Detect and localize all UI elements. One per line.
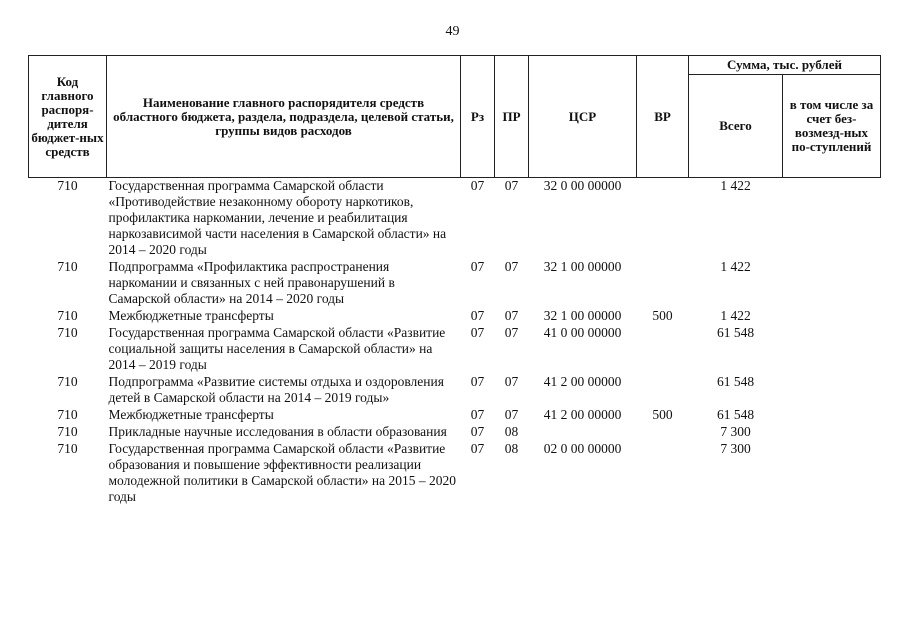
row-name: Межбюджетные трансферты	[108, 308, 274, 323]
row-incl	[783, 374, 881, 407]
table-row	[29, 424, 881, 441]
row-incl	[783, 178, 881, 260]
row-total: 61 548	[716, 325, 755, 340]
header-code: Код главного распоря-дителя бюджет-ных средств	[29, 56, 107, 178]
row-rz: 07	[470, 308, 485, 323]
row-rz: 07	[470, 325, 485, 340]
header-total: Всего	[689, 75, 783, 178]
row-name: Прикладные научные исследования в области образования	[108, 424, 447, 439]
row-csr: 41 2 00 00000	[543, 374, 622, 389]
row-incl	[783, 424, 881, 441]
row-incl	[783, 441, 881, 506]
row-total: 7 300	[720, 441, 751, 456]
row-code: 710	[57, 259, 78, 274]
row-total: 7 300	[720, 424, 751, 439]
row-vr	[637, 325, 689, 374]
row-name: Подпрограмма «Профилактика распространения наркомании и связанных с ней правонарушений в Самарской области» на 2014 – 2020 годы	[108, 259, 395, 306]
table-row	[29, 441, 881, 506]
row-vr	[637, 178, 689, 260]
row-code: 710	[57, 424, 78, 439]
row-vr: 500	[652, 407, 673, 422]
row-rz: 07	[470, 407, 485, 422]
row-pr: 08	[504, 424, 519, 439]
row-csr: 41 2 00 00000	[543, 407, 622, 422]
row-name: Государственная программа Самарской области «Развитие социальной защиты населения в Самарской области» на 2014 – 2019 годы	[108, 325, 446, 372]
row-csr: 41 0 00 00000	[543, 325, 622, 340]
row-vr	[637, 441, 689, 506]
row-code: 710	[57, 308, 78, 323]
row-total: 1 422	[720, 259, 751, 274]
row-vr	[637, 424, 689, 441]
row-total: 1 422	[720, 308, 751, 323]
row-total: 1 422	[720, 178, 751, 193]
table-row	[29, 374, 881, 407]
row-csr: 32 1 00 00000	[543, 259, 622, 274]
header-csr: ЦСР	[529, 56, 637, 178]
header-sum: Сумма, тыс. рублей	[689, 56, 881, 75]
row-pr: 07	[504, 374, 519, 389]
row-rz: 07	[470, 178, 485, 193]
row-code: 710	[57, 407, 78, 422]
table-row	[29, 178, 881, 260]
row-csr: 32 1 00 00000	[543, 308, 622, 323]
table-row	[29, 325, 881, 374]
header-vr: ВР	[637, 56, 689, 178]
row-rz: 07	[470, 259, 485, 274]
table-row	[29, 308, 881, 325]
header-rz: Рз	[461, 56, 495, 178]
page-number: 49	[445, 24, 460, 39]
row-vr	[637, 374, 689, 407]
row-incl	[783, 259, 881, 308]
budget-table	[28, 55, 881, 506]
table-row	[29, 407, 881, 424]
row-name: Подпрограмма «Развитие системы отдыха и оздоровления детей в Самарской области на 2014 – 2019 годы»	[108, 374, 444, 405]
row-code: 710	[57, 441, 78, 456]
header-incl: в том числе за счет без-возмезд-ных по-ступлений	[783, 75, 881, 178]
header-pr: ПР	[495, 56, 529, 178]
row-pr: 07	[504, 259, 519, 274]
row-rz: 07	[470, 374, 485, 389]
row-vr: 500	[652, 308, 673, 323]
row-rz: 07	[470, 441, 485, 456]
row-code: 710	[57, 374, 78, 389]
row-code: 710	[57, 178, 78, 193]
row-incl	[783, 308, 881, 325]
row-vr	[637, 259, 689, 308]
row-incl	[783, 325, 881, 374]
row-csr: 32 0 00 00000	[543, 178, 622, 193]
table-row	[29, 259, 881, 308]
row-name: Межбюджетные трансферты	[108, 407, 274, 422]
row-csr: 02 0 00 00000	[543, 441, 622, 456]
row-pr: 07	[504, 325, 519, 340]
row-pr: 07	[504, 407, 519, 422]
row-incl	[783, 407, 881, 424]
row-pr: 08	[504, 441, 519, 456]
row-name: Государственная программа Самарской области «Развитие образования и повышение эффективности реализации молодежной политики в Самарской области» на 2015 – 2020 годы	[108, 441, 457, 504]
row-pr: 07	[504, 308, 519, 323]
row-pr: 07	[504, 178, 519, 193]
row-total: 61 548	[716, 374, 755, 389]
header-name: Наименование главного распорядителя средств областного бюджета, раздела, подраздела, целевой статьи, группы видов расходов	[107, 56, 461, 178]
row-rz: 07	[470, 424, 485, 439]
row-code: 710	[57, 325, 78, 340]
row-name: Государственная программа Самарской области «Противодействие незаконному обороту наркотиков, профилактика наркомании, лечение и реабилитация наркозависимой части населения в Самарской области» на 2014 – 2020 годы	[108, 178, 447, 257]
row-total: 61 548	[716, 407, 755, 422]
row-csr	[529, 424, 637, 441]
